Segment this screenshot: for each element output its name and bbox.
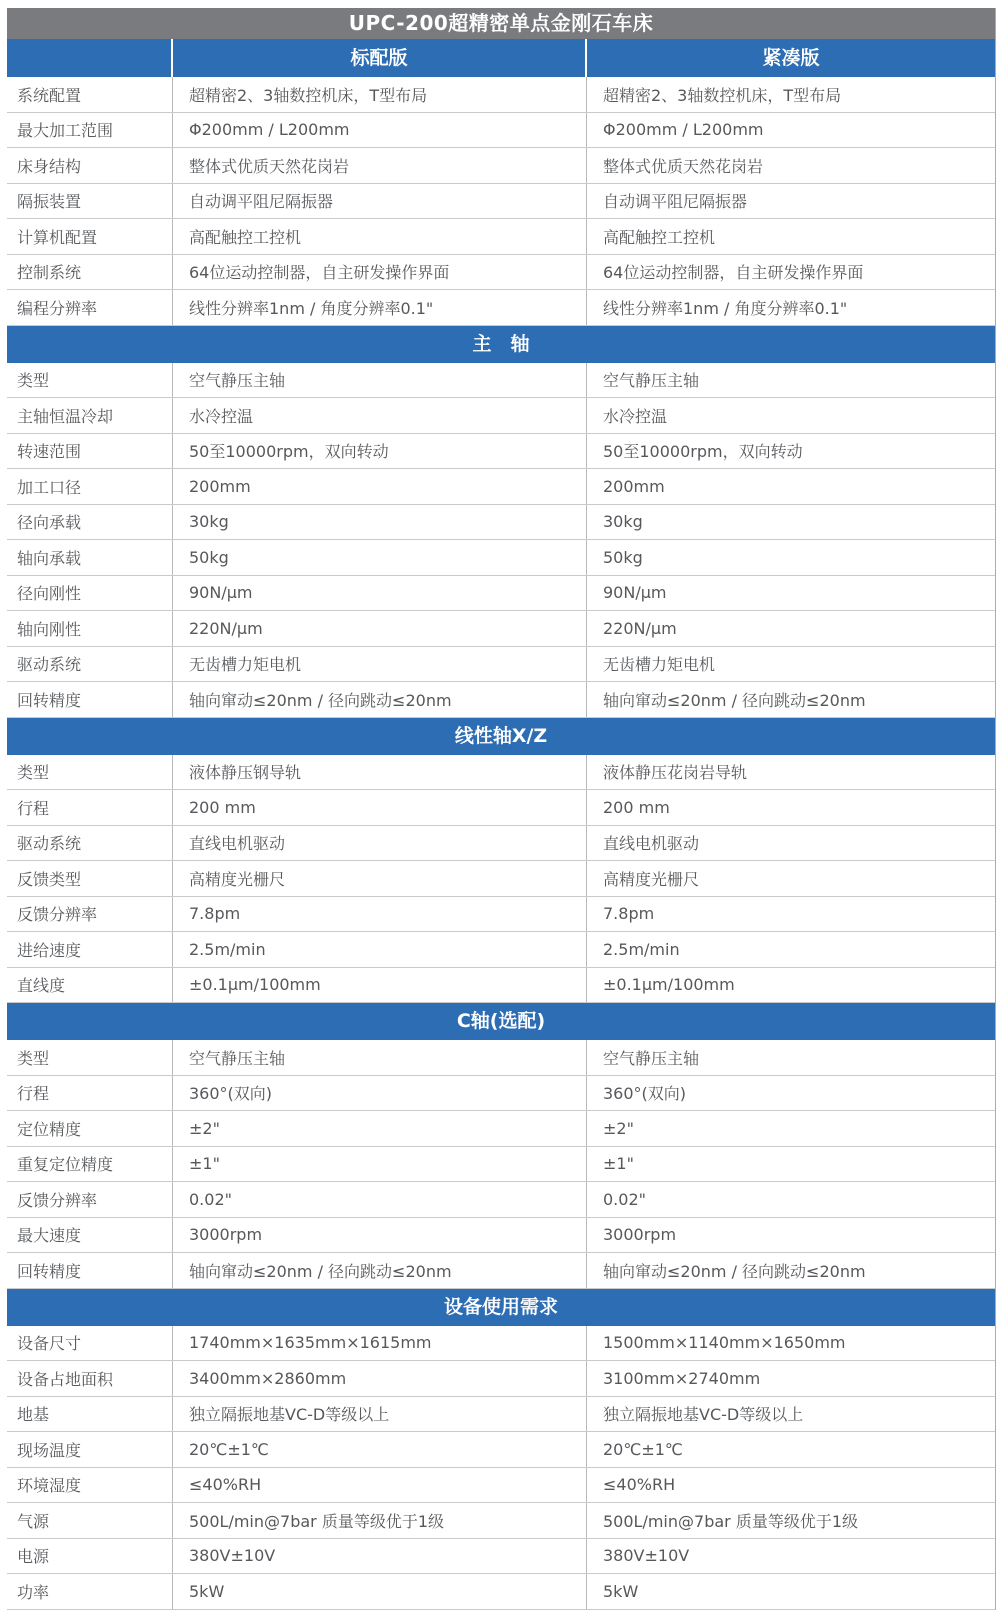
spec-value-standard: 200mm bbox=[173, 469, 587, 504]
table-row bbox=[7, 1076, 995, 1112]
spec-value-compact: 50至10000rpm，双向转动 bbox=[603, 442, 803, 462]
spec-value-compact: 轴向窜动≤20nm / 径向跳动≤20nm bbox=[603, 1261, 866, 1281]
spec-value-compact: 独立隔振地基VC-D等级以上 bbox=[603, 1405, 804, 1425]
spec-label: 径向承载 bbox=[7, 505, 173, 540]
spec-label: 类型 bbox=[7, 755, 173, 790]
table-row bbox=[7, 363, 995, 399]
spec-label: 主轴恒温冷却 bbox=[7, 398, 173, 433]
table-row bbox=[7, 255, 995, 291]
spec-value-compact: 1500mm×1140mm×1650mm bbox=[603, 1333, 846, 1353]
spec-value-standard: ±2" bbox=[173, 1111, 587, 1146]
spec-label: 行程 bbox=[7, 790, 173, 825]
spec-label: 转速范围 bbox=[7, 434, 173, 469]
section-header: 线性轴X/Z bbox=[7, 718, 995, 755]
spec-value-standard: 50至10000rpm，双向转动 bbox=[173, 434, 587, 469]
spec-value-standard: 高配触控工控机 bbox=[173, 219, 587, 254]
table-row bbox=[7, 113, 995, 149]
table-row bbox=[7, 290, 995, 326]
table-row bbox=[7, 540, 995, 576]
spec-sheet bbox=[7, 8, 996, 1610]
section-header: 设备使用需求 bbox=[7, 1289, 995, 1326]
section bbox=[7, 1003, 995, 1289]
spec-value-compact: 水冷控温 bbox=[603, 406, 668, 426]
spec-value-standard: 200 mm bbox=[173, 790, 587, 825]
spec-value-standard: 超精密2、3轴数控机床，T型布局 bbox=[173, 77, 587, 112]
table-row bbox=[7, 219, 995, 255]
spec-value-compact: 线性分辨率1nm / 角度分辨率0.1" bbox=[603, 298, 848, 318]
spec-value-compact: 3100mm×2740mm bbox=[603, 1368, 761, 1388]
spec-value-standard: 50kg bbox=[173, 540, 587, 575]
table-row bbox=[7, 576, 995, 612]
spec-value-standard: 3400mm×2860mm bbox=[173, 1361, 587, 1396]
spec-label: 行程 bbox=[7, 1076, 173, 1111]
spec-value-standard: 空气静压主轴 bbox=[173, 1040, 587, 1075]
table-row bbox=[7, 1040, 995, 1076]
spec-label: 编程分辨率 bbox=[7, 290, 173, 325]
table-row bbox=[7, 434, 995, 470]
spec-value-compact: 500L/min@7bar 质量等级优于1级 bbox=[603, 1511, 859, 1531]
spec-label: 电源 bbox=[7, 1539, 173, 1574]
table-row bbox=[7, 1111, 995, 1147]
spec-label: 驱动系统 bbox=[7, 647, 173, 682]
spec-label: 系统配置 bbox=[7, 77, 173, 112]
spec-value-compact: 30kg bbox=[603, 512, 643, 532]
table-row bbox=[7, 861, 995, 897]
table-row bbox=[7, 1147, 995, 1183]
spec-label: 现场温度 bbox=[7, 1432, 173, 1467]
spec-value-compact: ±1" bbox=[603, 1154, 634, 1174]
spec-value-standard: 独立隔振地基VC-D等级以上 bbox=[173, 1397, 587, 1432]
spec-value-compact: 高配触控工控机 bbox=[603, 227, 716, 247]
table-row bbox=[7, 647, 995, 683]
spec-label: 设备尺寸 bbox=[7, 1326, 173, 1361]
table-row bbox=[7, 1574, 995, 1610]
spec-label: 床身结构 bbox=[7, 148, 173, 183]
spec-label: 设备占地面积 bbox=[7, 1361, 173, 1396]
spec-label: 功率 bbox=[7, 1574, 173, 1609]
spec-value-standard: 空气静压主轴 bbox=[173, 363, 587, 398]
spec-value-standard: 无齿槽力矩电机 bbox=[173, 647, 587, 682]
table-row bbox=[7, 505, 995, 541]
spec-value-compact: 50kg bbox=[603, 547, 643, 567]
spec-table-body bbox=[7, 77, 995, 1610]
spec-label: 控制系统 bbox=[7, 255, 173, 290]
spec-value-compact: 液体静压花岗岩导轨 bbox=[603, 763, 748, 783]
spec-value-standard: 30kg bbox=[173, 505, 587, 540]
spec-value-standard: ±1" bbox=[173, 1147, 587, 1182]
spec-label: 类型 bbox=[7, 1040, 173, 1075]
spec-label: 回转精度 bbox=[7, 682, 173, 717]
table-row bbox=[7, 1326, 995, 1362]
spec-value-standard: 直线电机驱动 bbox=[173, 826, 587, 861]
table-row bbox=[7, 184, 995, 220]
spec-value-standard: 液体静压钢导轨 bbox=[173, 755, 587, 790]
spec-value-compact: 90N/μm bbox=[603, 583, 667, 603]
spec-value-standard: 轴向窜动≤20nm / 径向跳动≤20nm bbox=[173, 682, 587, 717]
spec-label: 重复定位精度 bbox=[7, 1147, 173, 1182]
spec-value-standard: 7.8pm bbox=[173, 897, 587, 932]
spec-value-compact: 220N/μm bbox=[603, 618, 677, 638]
table-row bbox=[7, 1503, 995, 1539]
table-row bbox=[7, 897, 995, 933]
table-row bbox=[7, 826, 995, 862]
spec-value-compact: 整体式优质天然花岗岩 bbox=[603, 156, 764, 176]
table-row bbox=[7, 77, 995, 113]
spec-value-standard: 500L/min@7bar 质量等级优于1级 bbox=[173, 1503, 587, 1538]
spec-label: 加工口径 bbox=[7, 469, 173, 504]
spec-value-compact: 超精密2、3轴数控机床，T型布局 bbox=[603, 85, 842, 105]
spec-value-standard: ±0.1μm/100mm bbox=[173, 968, 587, 1003]
column-header-row bbox=[7, 39, 995, 77]
table-row bbox=[7, 1539, 995, 1575]
spec-value-standard: 64位运动控制器，自主研发操作界面 bbox=[173, 255, 587, 290]
spec-label: 径向刚性 bbox=[7, 576, 173, 611]
spec-label: 轴向刚性 bbox=[7, 611, 173, 646]
spec-label: 计算机配置 bbox=[7, 219, 173, 254]
spec-label: 最大速度 bbox=[7, 1218, 173, 1253]
table-row bbox=[7, 469, 995, 505]
spec-value-compact: 5kW bbox=[603, 1581, 639, 1601]
spec-label: 最大加工范围 bbox=[7, 113, 173, 148]
spec-value-standard: Φ200mm / L200mm bbox=[173, 113, 587, 148]
spec-value-standard: 高精度光栅尺 bbox=[173, 861, 587, 896]
spec-value-compact: 7.8pm bbox=[603, 904, 655, 924]
spec-label: 类型 bbox=[7, 363, 173, 398]
spec-value-standard: 360°(双向) bbox=[173, 1076, 587, 1111]
spec-value-standard: 1740mm×1635mm×1615mm bbox=[173, 1326, 587, 1361]
spec-label: 环境湿度 bbox=[7, 1468, 173, 1503]
spec-value-standard: 水冷控温 bbox=[173, 398, 587, 433]
table-row bbox=[7, 611, 995, 647]
section-header: 主 轴 bbox=[7, 326, 995, 363]
table-row bbox=[7, 968, 995, 1004]
spec-value-standard: 2.5m/min bbox=[173, 932, 587, 967]
spec-value-compact: 2.5m/min bbox=[603, 939, 680, 959]
section bbox=[7, 326, 995, 718]
spec-value-standard: 220N/μm bbox=[173, 611, 587, 646]
spec-value-standard: 0.02" bbox=[173, 1182, 587, 1217]
spec-value-compact: 200 mm bbox=[603, 797, 670, 817]
section-header: C轴(选配) bbox=[7, 1003, 995, 1040]
spec-value-standard: 轴向窜动≤20nm / 径向跳动≤20nm bbox=[173, 1253, 587, 1288]
spec-value-compact: 轴向窜动≤20nm / 径向跳动≤20nm bbox=[603, 690, 866, 710]
table-row bbox=[7, 755, 995, 791]
table-row bbox=[7, 1397, 995, 1433]
table-row bbox=[7, 1253, 995, 1289]
spec-value-standard: 5kW bbox=[173, 1574, 587, 1609]
table-row bbox=[7, 1361, 995, 1397]
spec-value-standard: 90N/μm bbox=[173, 576, 587, 611]
table-row bbox=[7, 1432, 995, 1468]
spec-value-compact: ±2" bbox=[603, 1118, 634, 1138]
table-row bbox=[7, 790, 995, 826]
spec-label: 回转精度 bbox=[7, 1253, 173, 1288]
spec-label: 直线度 bbox=[7, 968, 173, 1003]
spec-label: 气源 bbox=[7, 1503, 173, 1538]
spec-value-standard: 自动调平阻尼隔振器 bbox=[173, 184, 587, 219]
spec-label: 地基 bbox=[7, 1397, 173, 1432]
spec-label: 反馈分辨率 bbox=[7, 1182, 173, 1217]
spec-value-standard: 20℃±1℃ bbox=[173, 1432, 587, 1467]
section bbox=[7, 77, 995, 326]
spec-value-standard: ≤40%RH bbox=[173, 1468, 587, 1503]
spec-value-compact: 空气静压主轴 bbox=[603, 371, 700, 391]
spec-label: 驱动系统 bbox=[7, 826, 173, 861]
spec-value-compact: 高精度光栅尺 bbox=[603, 869, 700, 889]
spec-label: 隔振装置 bbox=[7, 184, 173, 219]
spec-label: 反馈类型 bbox=[7, 861, 173, 896]
spec-value-compact: ≤40%RH bbox=[603, 1475, 676, 1495]
spec-label: 反馈分辨率 bbox=[7, 897, 173, 932]
spec-value-compact: 3000rpm bbox=[603, 1225, 677, 1245]
page-title: UPC-200超精密单点金刚石车床 bbox=[7, 8, 995, 39]
section bbox=[7, 718, 995, 1004]
spec-label: 轴向承载 bbox=[7, 540, 173, 575]
spec-value-compact: 64位运动控制器，自主研发操作界面 bbox=[603, 263, 864, 283]
section bbox=[7, 1289, 995, 1610]
spec-value-compact: 380V±10V bbox=[603, 1546, 690, 1566]
spec-value-compact: 0.02" bbox=[603, 1189, 646, 1209]
table-row bbox=[7, 1218, 995, 1254]
spec-value-compact: 360°(双向) bbox=[603, 1084, 687, 1104]
spec-label: 进给速度 bbox=[7, 932, 173, 967]
spec-value-compact: 自动调平阻尼隔振器 bbox=[603, 192, 748, 212]
table-row bbox=[7, 682, 995, 718]
column-header-blank bbox=[7, 39, 173, 77]
spec-value-compact: 200mm bbox=[603, 476, 665, 496]
spec-value-standard: 线性分辨率1nm / 角度分辨率0.1" bbox=[173, 290, 587, 325]
spec-value-compact: 无齿槽力矩电机 bbox=[603, 655, 716, 675]
spec-value-compact: ±0.1μm/100mm bbox=[603, 975, 735, 995]
column-header-standard: 标配版 bbox=[173, 39, 587, 77]
table-row bbox=[7, 398, 995, 434]
column-header-compact: 紧凑版 bbox=[762, 47, 820, 69]
spec-value-standard: 380V±10V bbox=[173, 1539, 587, 1574]
spec-value-compact: 空气静压主轴 bbox=[603, 1048, 700, 1068]
spec-value-standard: 3000rpm bbox=[173, 1218, 587, 1253]
spec-value-compact: 直线电机驱动 bbox=[603, 834, 700, 854]
table-row bbox=[7, 1182, 995, 1218]
spec-label: 定位精度 bbox=[7, 1111, 173, 1146]
spec-value-compact: Φ200mm / L200mm bbox=[603, 120, 764, 140]
spec-value-compact: 20℃±1℃ bbox=[603, 1439, 683, 1459]
spec-value-standard: 整体式优质天然花岗岩 bbox=[173, 148, 587, 183]
table-row bbox=[7, 148, 995, 184]
table-row bbox=[7, 932, 995, 968]
table-row bbox=[7, 1468, 995, 1504]
